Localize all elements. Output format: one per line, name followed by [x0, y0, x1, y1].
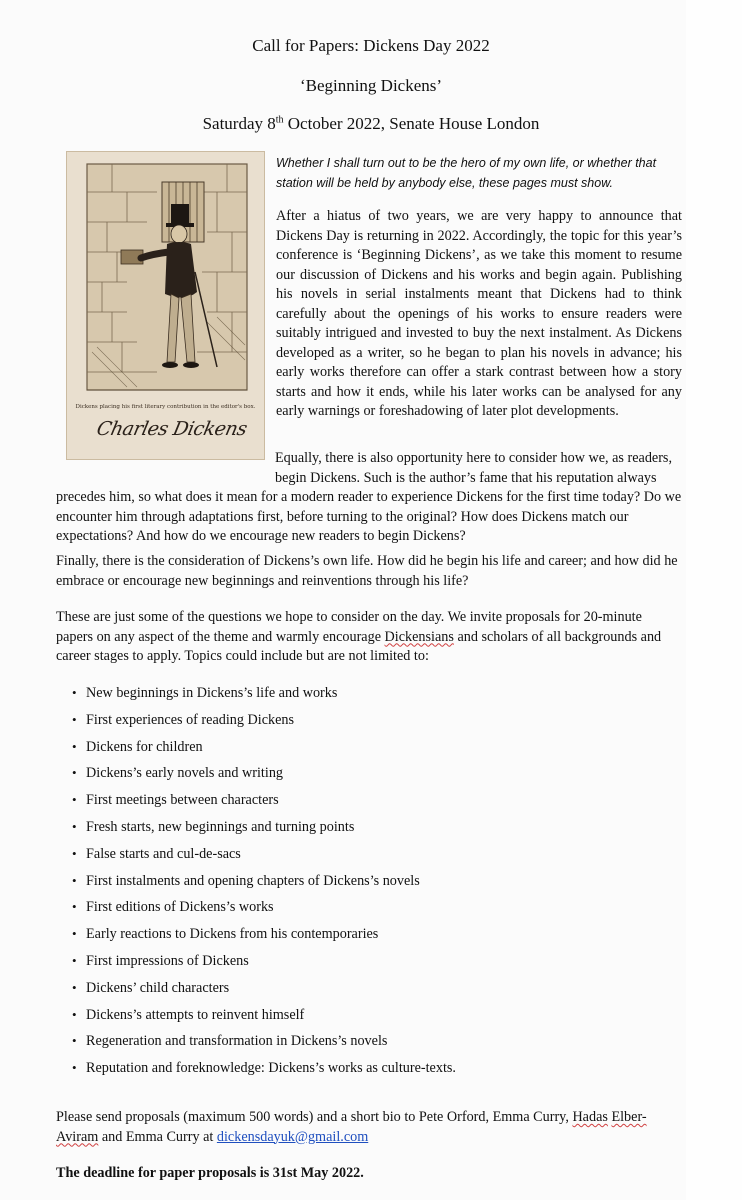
conference-theme: ‘Beginning Dickens’ — [299, 76, 443, 95]
date-prefix: Saturday 8 — [202, 114, 276, 133]
topic-text: False starts and cul-de-sacs — [86, 845, 241, 862]
list-item — [72, 870, 672, 897]
readers-paragraph-text: Equally, there is also opportunity here to consider how we, as readers, begin Dickens. Such is the author’s fame that his reputation always precedes him, so what does it mean for a modern reader to experience Dickens for the first time today? Do we encounter him through adaptations first, before turning to the original? How does Dickens match our expectations? And how do we encourage new readers to begin Dickens? — [56, 450, 682, 544]
call-term: Dickensians — [384, 628, 454, 645]
event-date-venue — [0, 114, 742, 134]
bullet-icon: • — [72, 1006, 77, 1022]
list-item — [72, 682, 672, 709]
text-wrap-spacer — [56, 449, 275, 469]
dickens-engraving-icon — [67, 152, 264, 459]
contact-text-middle: and Emma Curry at — [98, 1128, 217, 1145]
contact-name-last: Elber-Aviram — [56, 1109, 647, 1145]
list-item — [72, 709, 672, 736]
topic-text: First experiences of reading Dickens — [86, 711, 295, 728]
list-item — [72, 736, 672, 763]
life-paragraph: Finally, there is the consideration of Dickens’s own life. How did he begin his life and career; and how did he embrace or encourage new beginnings and reinventions through his life? — [56, 553, 678, 589]
list-item — [72, 816, 672, 843]
dickens-illustration — [66, 151, 265, 460]
bullet-icon: • — [72, 685, 77, 700]
bullet-icon: • — [72, 979, 77, 995]
bullet-icon: • — [72, 952, 77, 968]
topic-text: Dickens’s attempts to reinvent himself — [86, 1006, 305, 1023]
contact-name-first: Hadas — [572, 1109, 608, 1125]
email-link[interactable]: dickensdayuk@gmail.com — [216, 1128, 369, 1145]
bullet-icon: • — [72, 926, 77, 942]
dickens-signature: Charles Dickens — [94, 418, 249, 440]
intro-paragraph: After a hiatus of two years, we are very happy to announce that Dickens Day is returning in 2022. Accordingly, the topic for this year’s conference is ‘Beginning Dickens’, as we take this moment to resume our discussion of Dickens and his works and begin again. Publishing his novels in serial instalments meant that Dickens had to think carefully about the openings of his works to ensure readers were suitably intrigued and invested to buy the next instalment. As Dickens developed as a writer, so he began to plan his novels in advance; his early works therefore can offer a stark contrast between how a story starts and how it ends, while his later works can be analysed for any early warnings or foreshadowing of later plot developments. — [276, 208, 682, 419]
list-item — [72, 1057, 672, 1084]
topic-text: First instalments and opening chapters of Dickens’s novels — [86, 872, 420, 889]
list-item — [72, 923, 672, 950]
list-item — [72, 789, 672, 816]
topic-text: Reputation and foreknowledge: Dickens’s works as culture-texts. — [86, 1060, 456, 1077]
bullet-icon: • — [72, 1033, 77, 1049]
list-item — [72, 950, 672, 977]
page-title: Call for Papers: Dickens Day 2022 — [252, 36, 490, 55]
topic-text: Dickens’ child characters — [86, 979, 230, 996]
date-ordinal: th — [275, 114, 284, 126]
bullet-icon: • — [72, 845, 77, 861]
readers-paragraph — [56, 449, 682, 547]
topic-text: Fresh starts, new beginnings and turning points — [86, 818, 355, 835]
list-item — [72, 977, 672, 1004]
list-item — [72, 896, 672, 923]
topic-text: Dickens’s early novels and writing — [86, 765, 284, 782]
topic-text: Early reactions to Dickens from his contemporaries — [86, 926, 379, 943]
list-item — [72, 762, 672, 789]
deadline-notice: The deadline for paper proposals is 31st May 2022. — [56, 1165, 364, 1181]
list-item — [72, 1004, 672, 1031]
topic-text: Regeneration and transformation in Dickens’s novels — [86, 1033, 388, 1050]
bullet-icon: • — [72, 711, 77, 727]
bullet-icon: • — [72, 1060, 77, 1076]
bullet-icon: • — [72, 872, 77, 888]
call-paragraph — [56, 608, 682, 667]
bullet-icon: • — [72, 738, 77, 754]
bullet-icon: • — [72, 818, 77, 834]
bullet-icon: • — [72, 792, 77, 808]
topic-text: Dickens for children — [86, 738, 203, 755]
topic-text: First editions of Dickens’s works — [86, 899, 274, 916]
topic-text: New beginnings in Dickens’s life and works — [86, 685, 338, 701]
bullet-icon: • — [72, 899, 77, 915]
bullet-icon: • — [72, 765, 77, 781]
list-item — [72, 1030, 672, 1057]
call-text-end: and scholars of all backgrounds and career stages to apply. Topics could include but are not limited to: — [56, 628, 662, 664]
contact-paragraph — [56, 1108, 676, 1147]
topic-text: First meetings between characters — [86, 792, 279, 809]
date-suffix: October 2022, Senate House London — [283, 114, 540, 133]
topics-list — [72, 682, 672, 1084]
call-text-start: These are just some of the questions we hope to consider on the day. We invite proposals for 20-minute papers on any aspect of the theme and warmly encourage — [56, 609, 642, 645]
topic-text: First impressions of Dickens — [86, 952, 249, 969]
list-item — [72, 843, 672, 870]
contact-text: Please send proposals (maximum 500 words) and a short bio to Pete Orford, Emma Curry, — [56, 1109, 573, 1125]
illustration-caption: Dickens placing his first literary contribution in the editor's box. — [75, 404, 256, 410]
epigraph-quote: Whether I shall turn out to be the hero of my own life, or whether that station will be held by anybody else, these pages must show. — [276, 156, 657, 190]
